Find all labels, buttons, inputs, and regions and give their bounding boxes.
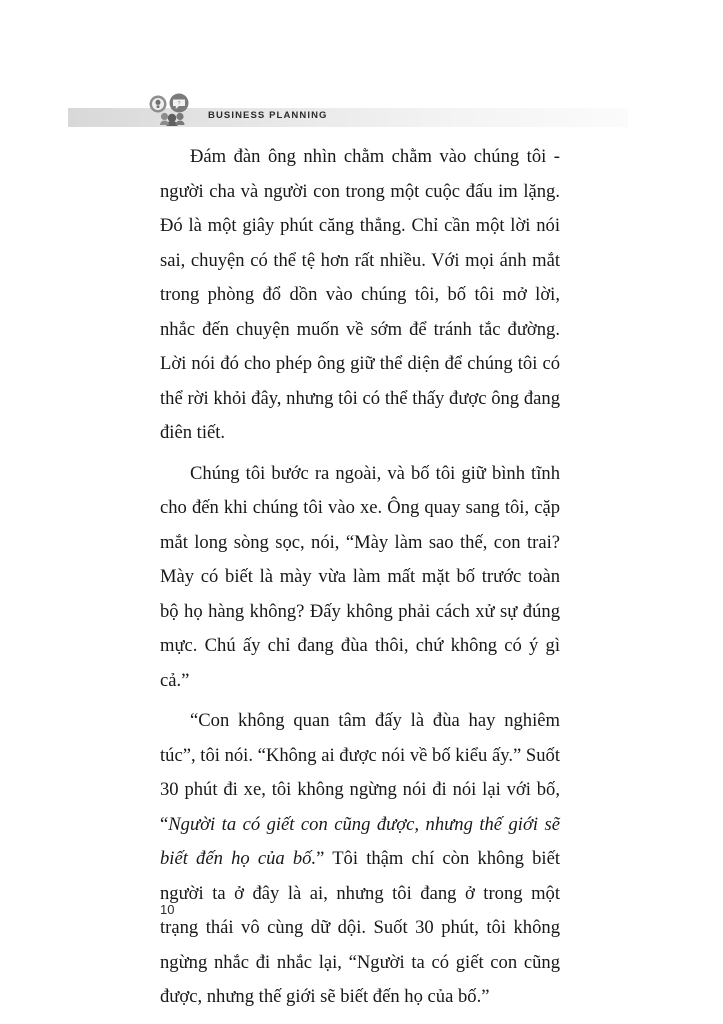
running-header — [68, 101, 663, 130]
body-text: Chúng tôi bước ra ngoài, và bố tôi giữ bình tĩnh cho đến khi chúng tôi vào xe. Ông quay sang tôi, cặp mắt long sòng sọc, nói, “Mày làm sao thế, con trai? Mày có biết là mày vừa làm mất mặt bố trước toàn bộ họ hàng không? Đấy không phải cách xử sự đúng mực. Chú ấy chỉ đang đùa thôi, chứ không có ý gì cả.” — [160, 462, 560, 691]
body-paragraph — [160, 704, 560, 1015]
body-paragraph — [160, 457, 560, 699]
body-text: “Con không quan tâm đấy là đùa hay nghiêm túc”, tôi nói. “Không ai được nói về bố kiểu ấy.” Suốt 30 phút đi xe, tôi không ngừng nói đi nói lại với bố, “ — [160, 710, 560, 835]
lightbulb-icon — [150, 96, 167, 113]
emphasized-text: Người ta có giết con cũng được, nhưng thế giới sẽ biết đến họ của bố. — [160, 813, 560, 869]
body-text: Đám đàn ông nhìn chằm chằm vào chúng tôi - người cha và người con trong một cuộc đấu im lặng. Đó là một giây phút căng thẳng. Chỉ cần một lời nói sai, chuyện có thể tệ hơn rất nhiều. Với mọi ánh mắt trong phòng đổ dồn vào chúng tôi, bố tôi mở lời, nhắc đến chuyện muốn về sớm để tránh tắc đường. Lời nói đó cho phép ông giữ thể diện để chúng tôi có thể rời khỏi đây, nhưng tôi có thể thấy được ông đang điên tiết. — [160, 146, 560, 443]
body-text: ” Tôi thậm chí còn không biết người ta ở đây là ai, nhưng tôi đang ở trong một trạng thái vô cùng dữ dội. Suốt 30 phút, tôi không ngừng nhắc đi nhắc lại, “Người ta có giết con cũng được, nhưng thế giới sẽ biết đến họ của bố.” — [160, 848, 560, 1007]
body-paragraph — [160, 140, 560, 451]
header-icon-group — [146, 92, 212, 130]
svg-text:?: ? — [177, 101, 181, 107]
header-title: BUSINESS PLANNING — [208, 110, 328, 121]
people-group-icon — [160, 113, 185, 126]
page-body — [160, 140, 560, 1015]
page-number: 10 — [160, 902, 175, 917]
speech-bubble-icon — [170, 94, 189, 113]
